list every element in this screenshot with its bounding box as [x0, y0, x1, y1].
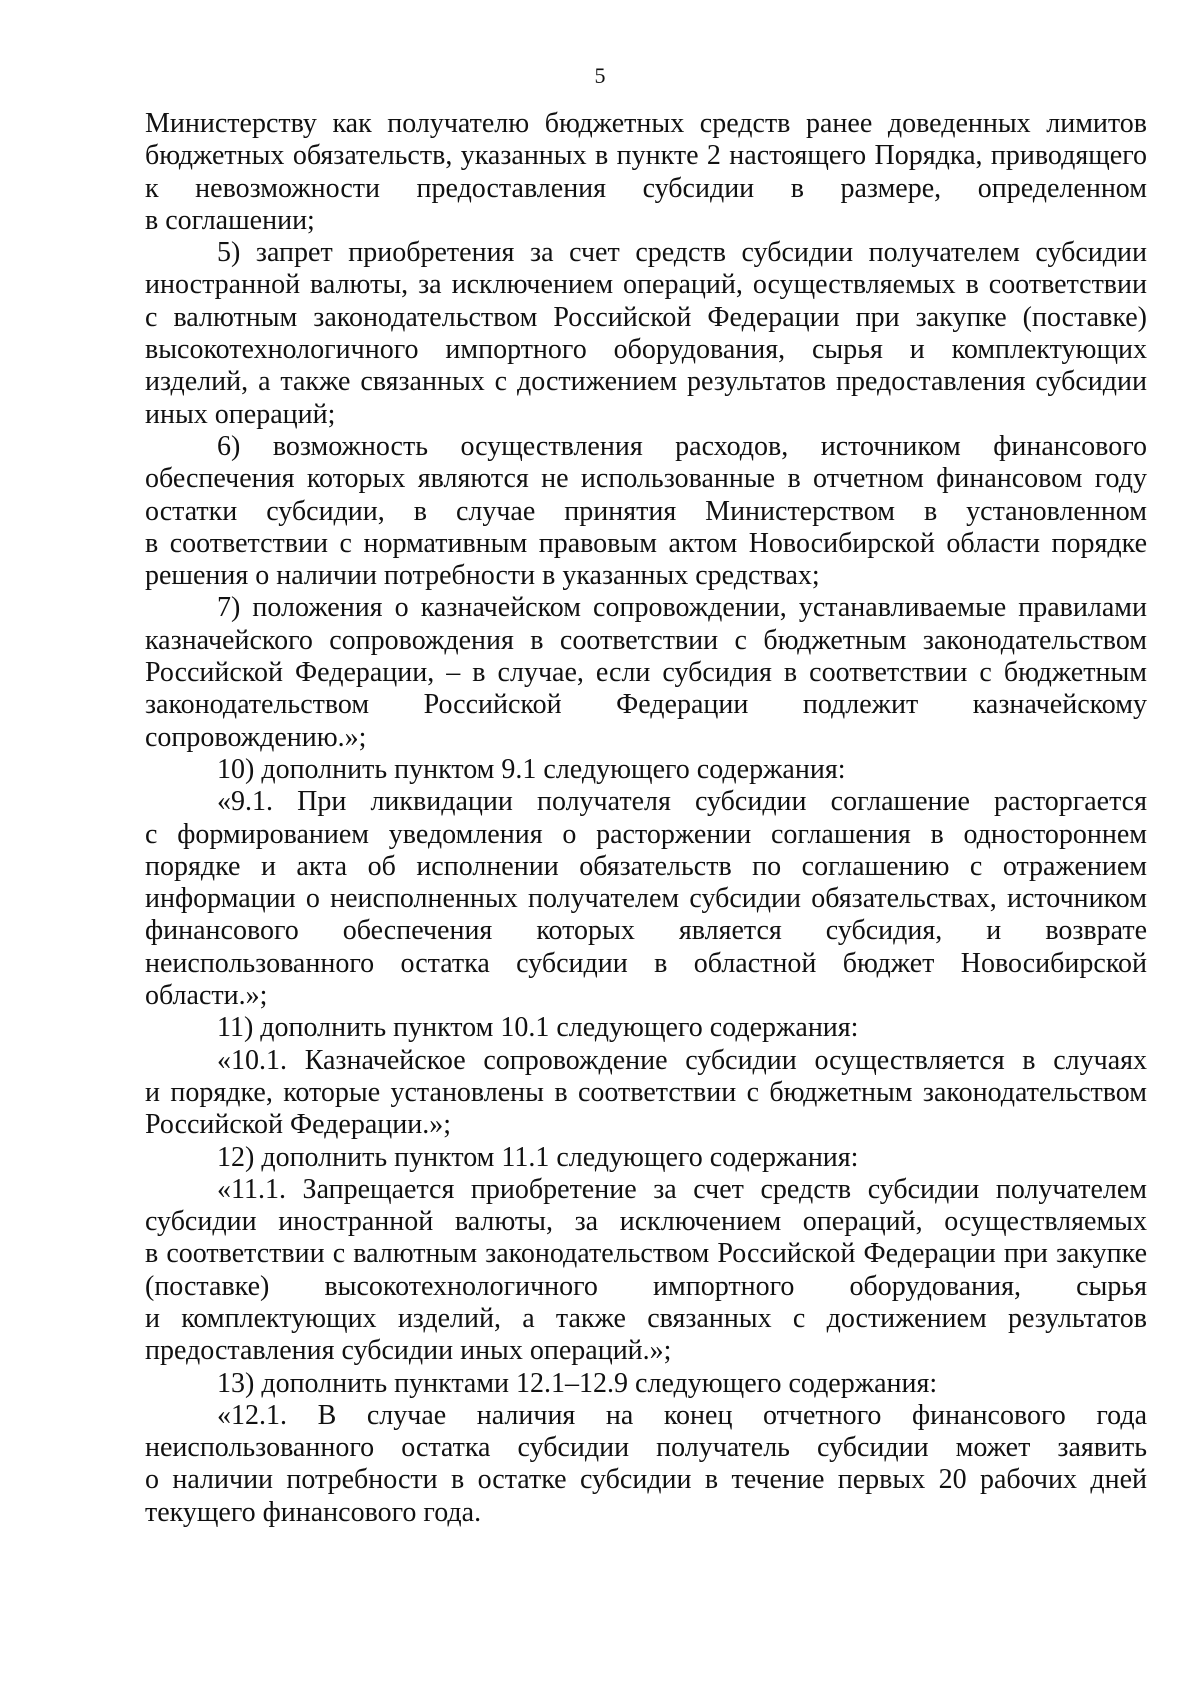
text-line: Министерству как получателю бюджетных средств ранее доведенных лимитов [145, 108, 1147, 139]
paragraph [145, 1368, 1147, 1400]
text-line: в соответствии с валютным законодательством Российской Федерации при закупке [145, 1238, 1147, 1270]
text-line: Российской Федерации.»; [145, 1109, 452, 1141]
text-line: 12) дополнить пунктом 11.1 следующего содержания: [217, 1141, 859, 1173]
text-line: 6) возможность осуществления расходов, источником финансового [217, 430, 1147, 462]
paragraph [145, 754, 1147, 786]
text-line: «9.1. При ликвидации получателя субсидии соглашение расторгается [217, 786, 1147, 818]
text-line: казначейского сопровождения в соответствии с бюджетным законодательством [145, 624, 1147, 656]
document-body [145, 108, 1147, 1529]
text-line: законодательством Российской Федерации подлежит казначейскому [145, 689, 1147, 721]
text-line: «12.1. В случае наличия на конец отчетного финансового года [217, 1399, 1147, 1431]
text-line: текущего финансового года. [145, 1496, 482, 1528]
paragraph [145, 431, 1147, 592]
paragraph [145, 786, 1147, 1012]
text-line: и порядке, которые установлены в соответствии с бюджетным законодательством [145, 1076, 1147, 1108]
text-line: порядке и акта об исполнении обязательств по соглашению с отражением [145, 850, 1147, 882]
text-line: 7) положения о казначейском сопровождении, устанавливаемые правилами [217, 592, 1147, 624]
paragraph [145, 1012, 1147, 1044]
paragraph [145, 592, 1147, 753]
text-line: иностранной валюты, за исключением операций, осуществляемых в соответствии [145, 269, 1147, 301]
text-line: обеспечения которых являются не использованные в отчетном финансовом году [145, 463, 1147, 495]
text-line: 13) дополнить пунктами 12.1–12.9 следующего содержания: [217, 1367, 938, 1399]
text-line: бюджетных обязательств, указанных в пункте 2 настоящего Порядка, приводящего [145, 140, 1147, 172]
text-line: «10.1. Казначейское сопровождение субсидии осуществляется в случаях [217, 1044, 1147, 1076]
paragraph [145, 1174, 1147, 1368]
text-line: информации о неисполненных получателем субсидии обязательствах, источником [145, 883, 1147, 915]
text-line: решения о наличии потребности в указанных средствах; [145, 560, 820, 592]
text-line: 11) дополнить пунктом 10.1 следующего содержания: [217, 1012, 859, 1044]
text-line: предоставления субсидии иных операций.»; [145, 1335, 672, 1367]
text-line: с валютным законодательством Российской Федерации при закупке (поставке) [145, 301, 1147, 333]
text-line: остатки субсидии, в случае принятия Министерством в установленном [145, 495, 1147, 527]
text-line: в соглашении; [145, 204, 315, 236]
paragraph [145, 1400, 1147, 1529]
text-line: в соответствии с нормативным правовым актом Новосибирской области порядке [145, 527, 1147, 559]
text-line: иных операций; [145, 398, 336, 430]
text-line: области.»; [145, 980, 268, 1012]
text-line: неиспользованного остатка субсидии в областной бюджет Новосибирской [145, 947, 1147, 979]
text-line: и комплектующих изделий, а также связанных с достижением результатов [145, 1302, 1147, 1334]
text-line: 10) дополнить пунктом 9.1 следующего содержания: [217, 753, 846, 785]
text-line: субсидии иностранной валюты, за исключением операций, осуществляемых [145, 1206, 1147, 1238]
text-line: финансового обеспечения которых является субсидия, и возврате [145, 915, 1147, 947]
text-line: «11.1. Запрещается приобретение за счет средств субсидии получателем [217, 1173, 1147, 1205]
page-number: 5 [594, 63, 606, 88]
text-line: высокотехнологичного импортного оборудования, сырья и комплектующих [145, 334, 1147, 366]
text-line: изделий, а также связанных с достижением результатов предоставления субсидии [145, 366, 1147, 398]
paragraph [145, 1142, 1147, 1174]
paragraph [145, 1045, 1147, 1142]
paragraph [145, 108, 1147, 237]
text-line: к невозможности предоставления субсидии в размере, определенном [145, 172, 1147, 204]
paragraph [145, 237, 1147, 431]
text-line: 5) запрет приобретения за счет средств субсидии получателем субсидии [217, 237, 1147, 269]
text-line: неиспользованного остатка субсидии получатель субсидии может заявить [145, 1432, 1147, 1464]
text-line: (поставке) высокотехнологичного импортного оборудования, сырья [145, 1270, 1147, 1302]
text-line: о наличии потребности в остатке субсидии в течение первых 20 рабочих дней [145, 1464, 1147, 1496]
text-line: с формированием уведомления о расторжении соглашения в одностороннем [145, 818, 1147, 850]
text-line: сопровождению.»; [145, 721, 367, 753]
text-line: Российской Федерации, – в случае, если субсидия в соответствии с бюджетным [145, 657, 1147, 689]
